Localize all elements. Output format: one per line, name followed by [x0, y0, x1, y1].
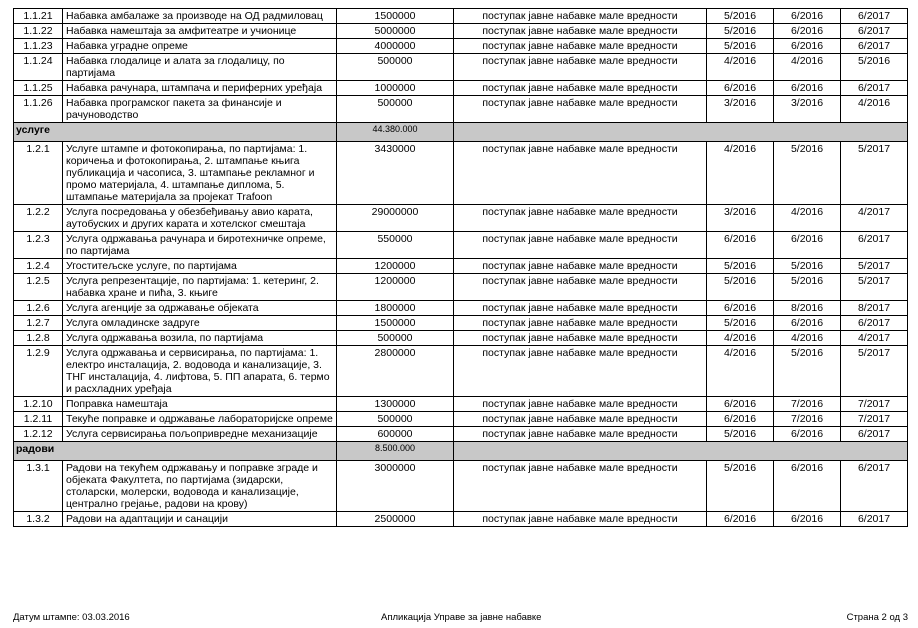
row-amount: 29000000 [337, 205, 454, 232]
table-row [14, 346, 908, 397]
table-row [14, 24, 908, 39]
row-description: Услуга одржавања и сервисирања, по партијама: 1. електро инсталација, 2. водовода и канализације, 3. ТНГ инсталација, 4. лифтова, 5. ПП апарата, 6. термо и расхладних уређаја [63, 346, 337, 397]
row-number: 1.1.25 [14, 81, 63, 96]
row-date-execution: 5/2017 [841, 274, 908, 301]
section-total: 8.500.000 [337, 442, 454, 461]
row-date-initiation: 4/2016 [707, 331, 774, 346]
table-row [14, 427, 908, 442]
table-row [14, 39, 908, 54]
row-date-execution: 6/2017 [841, 9, 908, 24]
row-procedure: поступак јавне набавке мале вредности [454, 274, 707, 301]
section-label: услуге [14, 123, 337, 142]
row-description: Набавка амбалаже за производе на ОД радмиловац [63, 9, 337, 24]
table-row [14, 331, 908, 346]
row-amount: 2800000 [337, 346, 454, 397]
row-amount: 2500000 [337, 512, 454, 527]
table-row [14, 205, 908, 232]
row-procedure: поступак јавне набавке мале вредности [454, 461, 707, 512]
row-procedure: поступак јавне набавке мале вредности [454, 259, 707, 274]
row-amount: 5000000 [337, 24, 454, 39]
row-procedure: поступак јавне набавке мале вредности [454, 412, 707, 427]
row-number: 1.3.1 [14, 461, 63, 512]
row-procedure: поступак јавне набавке мале вредности [454, 397, 707, 412]
row-amount: 1800000 [337, 301, 454, 316]
row-date-execution: 6/2017 [841, 427, 908, 442]
row-number: 1.2.9 [14, 346, 63, 397]
row-number: 1.3.2 [14, 512, 63, 527]
row-amount: 3000000 [337, 461, 454, 512]
row-date-initiation: 5/2016 [707, 39, 774, 54]
row-description: Набавка програмског пакета за финансије и рачуноводство [63, 96, 337, 123]
row-number: 1.2.1 [14, 142, 63, 205]
row-number: 1.1.22 [14, 24, 63, 39]
table-row [14, 301, 908, 316]
row-date-execution: 6/2017 [841, 39, 908, 54]
row-date-execution: 7/2017 [841, 397, 908, 412]
section-empty [454, 442, 908, 461]
row-date-contract: 6/2016 [774, 512, 841, 527]
print-date: Датум штампе: 03.03.2016 [13, 612, 130, 623]
row-date-initiation: 5/2016 [707, 461, 774, 512]
table-row [14, 461, 908, 512]
row-date-initiation: 4/2016 [707, 346, 774, 397]
row-date-initiation: 6/2016 [707, 512, 774, 527]
row-date-contract: 6/2016 [774, 461, 841, 512]
row-number: 1.2.2 [14, 205, 63, 232]
row-date-initiation: 6/2016 [707, 397, 774, 412]
row-date-contract: 6/2016 [774, 427, 841, 442]
row-procedure: поступак јавне набавке мале вредности [454, 232, 707, 259]
row-procedure: поступак јавне набавке мале вредности [454, 346, 707, 397]
section-row [14, 442, 908, 461]
row-date-initiation: 5/2016 [707, 259, 774, 274]
row-number: 1.2.11 [14, 412, 63, 427]
table-body [14, 9, 908, 527]
row-amount: 1200000 [337, 274, 454, 301]
row-date-contract: 6/2016 [774, 9, 841, 24]
row-date-execution: 6/2017 [841, 81, 908, 96]
row-description: Набавка рачунара, штампача и периферних уређаја [63, 81, 337, 96]
row-amount: 500000 [337, 96, 454, 123]
row-description: Услуга сервисирања пољопривредне механизације [63, 427, 337, 442]
row-date-initiation: 6/2016 [707, 81, 774, 96]
row-date-execution: 4/2017 [841, 205, 908, 232]
row-date-contract: 4/2016 [774, 205, 841, 232]
row-date-initiation: 5/2016 [707, 24, 774, 39]
row-date-initiation: 6/2016 [707, 301, 774, 316]
row-description: Услуга агенције за одржавање објеката [63, 301, 337, 316]
row-procedure: поступак јавне набавке мале вредности [454, 316, 707, 331]
row-procedure: поступак јавне набавке мале вредности [454, 512, 707, 527]
row-date-execution: 5/2016 [841, 54, 908, 81]
row-description: Угоститељске услуге, по партијама [63, 259, 337, 274]
row-date-contract: 6/2016 [774, 232, 841, 259]
row-number: 1.2.10 [14, 397, 63, 412]
row-procedure: поступак јавне набавке мале вредности [454, 301, 707, 316]
table-row [14, 259, 908, 274]
table-row [14, 512, 908, 527]
row-date-execution: 5/2017 [841, 259, 908, 274]
table-row [14, 274, 908, 301]
row-number: 1.2.8 [14, 331, 63, 346]
row-date-execution: 8/2017 [841, 301, 908, 316]
app-name: Апликација Управе за јавне набавке [381, 612, 542, 623]
row-amount: 550000 [337, 232, 454, 259]
row-number: 1.2.4 [14, 259, 63, 274]
row-date-initiation: 3/2016 [707, 205, 774, 232]
row-date-contract: 6/2016 [774, 81, 841, 96]
row-number: 1.2.5 [14, 274, 63, 301]
row-date-initiation: 4/2016 [707, 142, 774, 205]
row-number: 1.1.26 [14, 96, 63, 123]
row-date-execution: 5/2017 [841, 142, 908, 205]
row-description: Радови на текућем одржавању и поправке зграде и објеката Факултета, по партијама (зидарски, столарски, молерски, водовода и канализације, централно грејање, радови на крову) [63, 461, 337, 512]
row-date-initiation: 5/2016 [707, 9, 774, 24]
row-date-execution: 7/2017 [841, 412, 908, 427]
row-date-contract: 6/2016 [774, 24, 841, 39]
row-date-contract: 4/2016 [774, 331, 841, 346]
row-date-contract: 3/2016 [774, 96, 841, 123]
table-row [14, 397, 908, 412]
table-row [14, 96, 908, 123]
table-row [14, 232, 908, 259]
row-date-execution: 6/2017 [841, 24, 908, 39]
procurement-plan-table [13, 8, 908, 527]
row-amount: 500000 [337, 54, 454, 81]
row-procedure: поступак јавне набавке мале вредности [454, 9, 707, 24]
row-date-initiation: 3/2016 [707, 96, 774, 123]
row-amount: 1200000 [337, 259, 454, 274]
table-row [14, 54, 908, 81]
row-date-execution: 6/2017 [841, 512, 908, 527]
row-date-initiation: 6/2016 [707, 232, 774, 259]
row-description: Набавка глодалице и алата за глодалицу, по партијама [63, 54, 337, 81]
row-procedure: поступак јавне набавке мале вредности [454, 39, 707, 54]
row-amount: 4000000 [337, 39, 454, 54]
row-description: Текуће поправке и одржавање лабораторијске опреме [63, 412, 337, 427]
row-description: Услуге штампе и фотокопирања, по партијама: 1. коричења и фотокопирања, 2. штампање књига публикација и часописа, 3. штампање рекламног и промо материјала, 4. штампање диплома, 5. штампање материјала за пројекат Trafoon [63, 142, 337, 205]
row-procedure: поступак јавне набавке мале вредности [454, 331, 707, 346]
row-number: 1.1.23 [14, 39, 63, 54]
row-date-execution: 5/2017 [841, 346, 908, 397]
row-description: Поправка намештаја [63, 397, 337, 412]
row-amount: 1300000 [337, 397, 454, 412]
section-total: 44.380.000 [337, 123, 454, 142]
row-date-contract: 5/2016 [774, 142, 841, 205]
row-number: 1.1.21 [14, 9, 63, 24]
row-amount: 600000 [337, 427, 454, 442]
row-number: 1.2.3 [14, 232, 63, 259]
row-date-contract: 6/2016 [774, 39, 841, 54]
row-amount: 1000000 [337, 81, 454, 96]
row-description: Набавка уградне опреме [63, 39, 337, 54]
row-description: Набавка намештаја за амфитеатре и учионице [63, 24, 337, 39]
row-date-execution: 6/2017 [841, 316, 908, 331]
row-date-execution: 4/2017 [841, 331, 908, 346]
row-date-initiation: 4/2016 [707, 54, 774, 81]
row-description: Услуга омладинске задруге [63, 316, 337, 331]
row-date-execution: 4/2016 [841, 96, 908, 123]
row-date-contract: 5/2016 [774, 259, 841, 274]
row-amount: 1500000 [337, 316, 454, 331]
row-date-contract: 5/2016 [774, 346, 841, 397]
table-row [14, 412, 908, 427]
row-procedure: поступак јавне набавке мале вредности [454, 142, 707, 205]
row-date-contract: 8/2016 [774, 301, 841, 316]
table-row [14, 9, 908, 24]
row-date-initiation: 5/2016 [707, 316, 774, 331]
row-number: 1.2.12 [14, 427, 63, 442]
row-date-initiation: 5/2016 [707, 427, 774, 442]
row-description: Радови на адаптацији и санацији [63, 512, 337, 527]
row-date-execution: 6/2017 [841, 461, 908, 512]
row-procedure: поступак јавне набавке мале вредности [454, 81, 707, 96]
row-number: 1.2.6 [14, 301, 63, 316]
row-date-contract: 5/2016 [774, 274, 841, 301]
row-procedure: поступак јавне набавке мале вредности [454, 427, 707, 442]
row-date-initiation: 6/2016 [707, 412, 774, 427]
row-number: 1.1.24 [14, 54, 63, 81]
row-procedure: поступак јавне набавке мале вредности [454, 24, 707, 39]
table-row [14, 81, 908, 96]
row-description: Услуга одржавања возила, по партијама [63, 331, 337, 346]
section-empty [454, 123, 908, 142]
row-date-initiation: 5/2016 [707, 274, 774, 301]
row-date-contract: 7/2016 [774, 412, 841, 427]
row-procedure: поступак јавне набавке мале вредности [454, 54, 707, 81]
row-procedure: поступак јавне набавке мале вредности [454, 205, 707, 232]
row-number: 1.2.7 [14, 316, 63, 331]
row-date-contract: 4/2016 [774, 54, 841, 81]
row-procedure: поступак јавне набавке мале вредности [454, 96, 707, 123]
row-amount: 500000 [337, 331, 454, 346]
row-description: Услуга репрезентације, по партијама: 1. кетеринг, 2. набавка хране и пића, 3. књиге [63, 274, 337, 301]
section-label: радови [14, 442, 337, 461]
row-date-execution: 6/2017 [841, 232, 908, 259]
row-date-contract: 6/2016 [774, 316, 841, 331]
section-row [14, 123, 908, 142]
row-description: Услуга одржавања рачунара и биротехничке опреме, по партијама [63, 232, 337, 259]
table-row [14, 316, 908, 331]
row-amount: 500000 [337, 412, 454, 427]
row-description: Услуга посредовања у обезбеђивању авио карата, аутобуских и других карата и хотелског смештаја [63, 205, 337, 232]
row-amount: 3430000 [337, 142, 454, 205]
row-amount: 1500000 [337, 9, 454, 24]
row-date-contract: 7/2016 [774, 397, 841, 412]
table-row [14, 142, 908, 205]
page-number: Страна 2 од 3 [846, 612, 908, 623]
